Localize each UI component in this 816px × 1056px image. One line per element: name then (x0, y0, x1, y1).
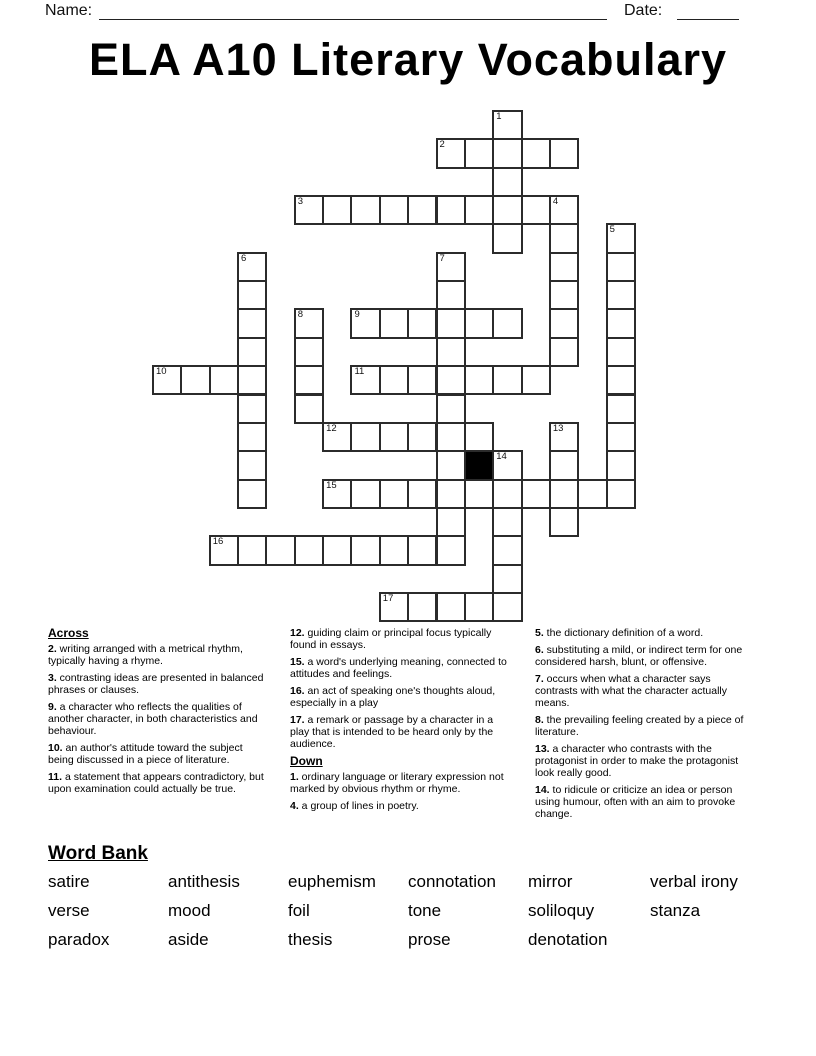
word-bank-word: mood (168, 901, 211, 920)
clue-column-2 (290, 627, 508, 817)
grid-cell[interactable] (492, 564, 522, 594)
clue: 4. a group of lines in poetry. (290, 800, 419, 812)
grid-cell[interactable] (379, 535, 409, 565)
word-bank-word: thesis (288, 930, 333, 949)
clue-column-1 (48, 627, 266, 800)
grid-cell[interactable] (577, 479, 607, 509)
grid-cell[interactable] (492, 110, 522, 140)
grid-cell[interactable] (350, 422, 380, 452)
grid-cell[interactable] (379, 592, 409, 622)
grid-cell[interactable] (549, 337, 579, 367)
grid-cell[interactable] (294, 308, 324, 338)
grid-cell[interactable] (237, 450, 267, 480)
clue-number: 8 (297, 309, 304, 321)
grid-cell[interactable] (464, 365, 494, 395)
grid-cell[interactable] (436, 450, 466, 480)
grid-cell[interactable] (464, 308, 494, 338)
grid-cell[interactable] (294, 195, 324, 225)
grid-cell[interactable] (521, 365, 551, 395)
clue-number: 17 (382, 592, 394, 604)
grid-cell[interactable] (606, 252, 636, 282)
grid-cell[interactable] (521, 479, 551, 509)
word-bank-words (48, 872, 808, 962)
grid-cell[interactable] (407, 422, 437, 452)
word-bank-word: verse (48, 901, 90, 920)
word-bank-word: soliloquy (528, 901, 595, 920)
grid-cell[interactable] (407, 592, 437, 622)
grid-cell[interactable] (436, 308, 466, 338)
grid-cell[interactable] (379, 422, 409, 452)
grid-cell[interactable] (606, 479, 636, 509)
grid-cell[interactable] (436, 138, 466, 168)
word-bank-word: prose (408, 930, 451, 949)
grid-cell[interactable] (436, 195, 466, 225)
grid-cell[interactable] (237, 337, 267, 367)
clue-number: 15 (326, 479, 337, 491)
grid-cell[interactable] (492, 507, 522, 537)
grid-cell[interactable] (407, 365, 437, 395)
grid-cell[interactable] (294, 394, 324, 424)
grid-cell[interactable] (549, 479, 579, 509)
clue: 3. contrasting ideas are presented in balanced phrases or clauses. (48, 672, 264, 696)
clue-number: 2 (439, 139, 445, 151)
clue: 9. a character who reflects the qualities of another character, in both characteristics and behaviour. (48, 701, 258, 737)
grid-cell[interactable] (492, 592, 522, 622)
grid-cell[interactable] (492, 223, 522, 253)
grid-cell[interactable] (492, 308, 522, 338)
clue: 10. an author's attitude toward the subject being discussed in a piece of literature. (48, 742, 243, 766)
grid-cell[interactable] (350, 535, 380, 565)
grid-cell[interactable] (407, 535, 437, 565)
grid-cell[interactable] (492, 365, 522, 395)
word-bank-word: tone (408, 901, 442, 920)
clue: 11. a statement that appears contradictory, but upon examination could actually be true. (48, 771, 264, 795)
grid-cell[interactable] (237, 252, 267, 282)
clue: 1. ordinary language or literary expression not marked by obvious rhythm or rhyme. (290, 771, 504, 795)
grid-cell[interactable] (606, 223, 636, 253)
grid-cell[interactable] (322, 422, 352, 452)
clue: 14. to ridicule or criticize an idea or person using humour, often with an aim to provoke change. (535, 784, 736, 820)
word-bank-word: satire (48, 872, 90, 891)
grid-cell[interactable] (606, 450, 636, 480)
clue-column-3 (535, 627, 753, 825)
grid-cell[interactable] (492, 450, 522, 480)
word-bank-word: denotation (528, 930, 608, 949)
clue-number: 12 (326, 422, 337, 434)
name-input-line[interactable] (99, 3, 607, 20)
grid-cell[interactable] (521, 195, 551, 225)
grid-cell[interactable] (464, 479, 494, 509)
grid-cell[interactable] (436, 535, 466, 565)
clue: 5. the dictionary definition of a word. (535, 627, 704, 639)
grid-cell[interactable] (464, 592, 494, 622)
grid-cell[interactable] (436, 365, 466, 395)
grid-cell[interactable] (265, 535, 295, 565)
clue-number: 13 (552, 422, 564, 434)
grid-cell[interactable] (407, 308, 437, 338)
grid-cell[interactable] (294, 337, 324, 367)
clue: 17. a remark or passage by a character in a play that is intended to be heard only by the audience. (290, 714, 494, 750)
grid-cell[interactable] (237, 479, 267, 509)
clue: 16. an act of speaking one's thoughts aloud, especially in a play (290, 685, 496, 709)
date-label: Date: (624, 2, 663, 19)
grid-cell[interactable] (209, 365, 239, 395)
grid-cell[interactable] (606, 280, 636, 310)
grid-cell[interactable] (436, 394, 466, 424)
grid-cell[interactable] (606, 394, 636, 424)
grid-cell[interactable] (492, 479, 522, 509)
word-bank-word: paradox (48, 930, 110, 949)
clue-section-header: Across (48, 626, 89, 640)
grid-cell[interactable] (294, 365, 324, 395)
clue: 15. a word's underlying meaning, connected to attitudes and feelings. (290, 656, 507, 680)
black-cell (464, 450, 494, 480)
word-bank-word: stanza (650, 901, 701, 920)
grid-cell[interactable] (350, 195, 380, 225)
grid-cell[interactable] (237, 280, 267, 310)
clue-number: 16 (212, 536, 224, 548)
grid-cell[interactable] (606, 308, 636, 338)
word-bank-title: Word Bank (48, 843, 148, 864)
grid-cell[interactable] (237, 365, 267, 395)
grid-cell[interactable] (350, 308, 380, 338)
grid-cell[interactable] (549, 138, 579, 168)
name-label: Name: (45, 2, 93, 19)
grid-cell[interactable] (152, 365, 182, 395)
grid-cell[interactable] (294, 535, 324, 565)
crossword-grid (152, 110, 634, 621)
grid-cell[interactable] (492, 138, 522, 168)
grid-cell[interactable] (521, 138, 551, 168)
word-bank-word: aside (168, 930, 209, 949)
grid-cell[interactable] (436, 252, 466, 282)
grid-cell[interactable] (379, 195, 409, 225)
clue-number: 5 (609, 224, 615, 236)
page-title: ELA A10 Literary Vocabulary (88, 34, 728, 85)
grid-cell[interactable] (464, 422, 494, 452)
clue-number: 10 (156, 366, 167, 378)
clue-section-header: Down (290, 754, 323, 768)
clue-number: 3 (297, 196, 304, 208)
clue-number: 14 (496, 451, 507, 463)
grid-cell[interactable] (322, 195, 352, 225)
grid-cell[interactable] (549, 223, 579, 253)
grid-cell[interactable] (436, 592, 466, 622)
grid-cell[interactable] (436, 422, 466, 452)
grid-cell[interactable] (237, 394, 267, 424)
grid-cell[interactable] (606, 365, 636, 395)
grid-cell[interactable] (209, 535, 239, 565)
grid-cell[interactable] (379, 308, 409, 338)
grid-cell[interactable] (436, 507, 466, 537)
grid-cell[interactable] (549, 195, 579, 225)
grid-cell[interactable] (322, 535, 352, 565)
grid-cell[interactable] (436, 280, 466, 310)
date-input-line[interactable] (677, 3, 739, 20)
clue-number: 9 (354, 309, 360, 321)
clue: 2. writing arranged with a metrical rhythm, typically having a rhyme. (48, 643, 243, 667)
word-bank-word: foil (288, 901, 310, 920)
grid-cell[interactable] (407, 479, 437, 509)
grid-cell[interactable] (464, 195, 494, 225)
grid-cell[interactable] (549, 450, 579, 480)
grid-cell[interactable] (436, 479, 466, 509)
grid-cell[interactable] (549, 507, 579, 537)
word-bank-word: euphemism (288, 872, 376, 891)
grid-cell[interactable] (549, 252, 579, 282)
word-bank-word: verbal irony (650, 872, 738, 891)
word-bank-word: mirror (528, 872, 573, 891)
grid-cell[interactable] (606, 422, 636, 452)
grid-cell[interactable] (549, 280, 579, 310)
grid-cell[interactable] (407, 195, 437, 225)
grid-cell[interactable] (350, 479, 380, 509)
grid-cell[interactable] (606, 337, 636, 367)
grid-cell[interactable] (492, 195, 522, 225)
clue: 7. occurs when what a character says contrasts with what the character actually means. (535, 673, 728, 709)
clue-number: 4 (552, 196, 559, 208)
clue-number: 7 (439, 252, 445, 264)
grid-cell[interactable] (322, 479, 352, 509)
clue-number: 1 (496, 111, 502, 122)
clue: 6. substituting a mild, or indirect term for one considered harsh, blunt, or offensive. (535, 644, 743, 668)
word-bank-word: connotation (408, 872, 496, 891)
clue: 12. guiding claim or principal focus typically found in essays. (290, 627, 492, 651)
grid-cell[interactable] (464, 138, 494, 168)
grid-cell[interactable] (549, 422, 579, 452)
grid-cell[interactable] (379, 365, 409, 395)
grid-cell[interactable] (237, 535, 267, 565)
word-bank-word: antithesis (168, 872, 240, 891)
clue-number: 11 (354, 366, 365, 378)
grid-cell[interactable] (379, 479, 409, 509)
grid-cell[interactable] (549, 308, 579, 338)
grid-cell[interactable] (492, 535, 522, 565)
clue-number: 6 (241, 252, 247, 264)
grid-cell[interactable] (237, 422, 267, 452)
grid-cell[interactable] (180, 365, 210, 395)
clue: 13. a character who contrasts with the protagonist in order to make the protagonist look really good. (535, 743, 739, 779)
clue: 8. the prevailing feeling created by a piece of literature. (535, 714, 744, 738)
grid-cell[interactable] (492, 167, 522, 197)
grid-cell[interactable] (436, 337, 466, 367)
grid-cell[interactable] (237, 308, 267, 338)
grid-cell[interactable] (350, 365, 380, 395)
